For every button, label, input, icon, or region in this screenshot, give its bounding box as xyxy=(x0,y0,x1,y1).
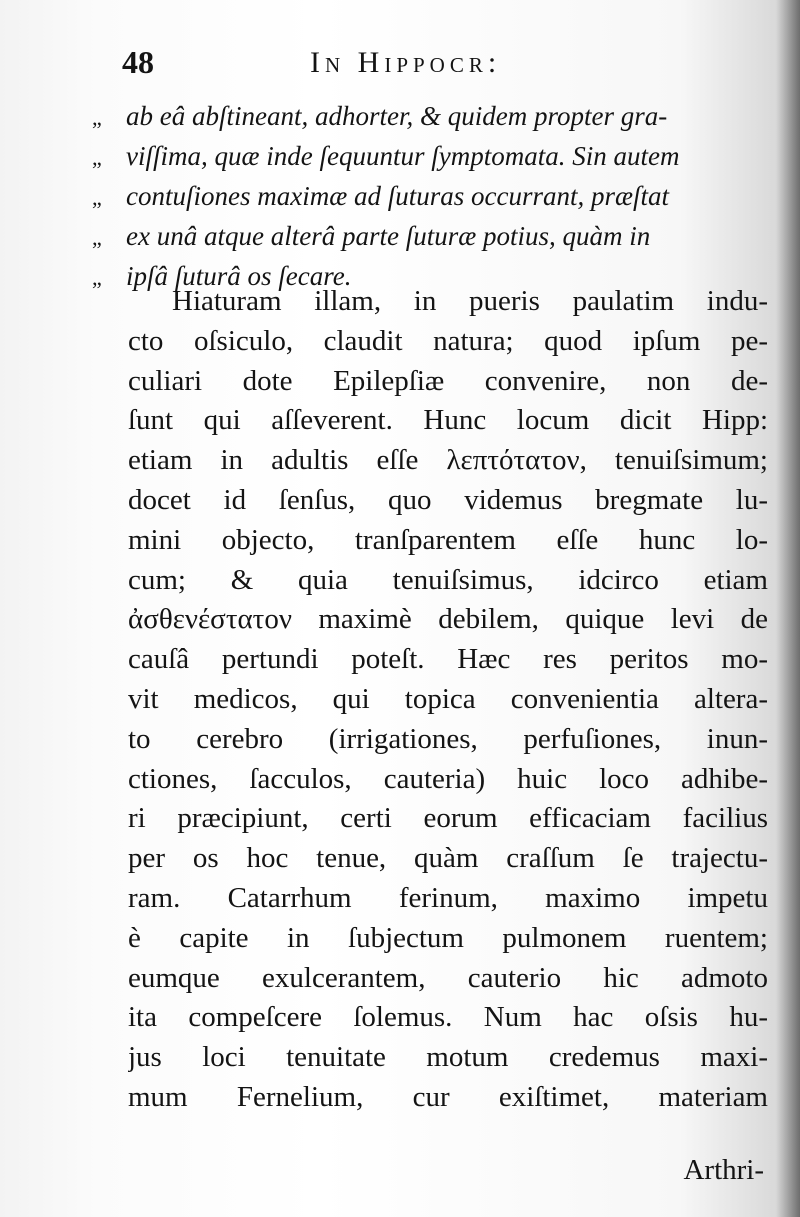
quote-text: viſſima, quæ inde ſequuntur ſymptomata. Sin autem xyxy=(126,141,680,171)
quote-line xyxy=(92,216,772,256)
text-line: ri præcipiunt, certi eorum efficaciam facilius xyxy=(128,802,768,835)
text-line: cto oſsiculo, claudit natura; quod ipſum pe- xyxy=(128,324,768,357)
text-line: cum; & quia tenuiſsimus, idcirco etiam xyxy=(128,563,768,596)
body-paragraph xyxy=(128,282,768,1118)
text-line: ſunt qui aſſeverent. Hunc locum dicit Hipp: xyxy=(128,404,768,437)
quote-text: ipſâ ſuturâ os ſecare. xyxy=(126,261,352,291)
text-line: jus loci tenuitate motum credemus maxi- xyxy=(128,1041,768,1074)
quote-line xyxy=(92,96,772,136)
text-line: Hiaturam illam, in pueris paulatim indu- xyxy=(172,285,768,317)
text-line: to cerebro (irrigationes, perfuſiones, inun- xyxy=(128,722,768,755)
text-line: ita compeſcere ſolemus. Num hac oſsis hu- xyxy=(128,1001,768,1034)
page-header xyxy=(118,40,758,84)
text-line: vit medicos, qui topica convenientia altera- xyxy=(128,682,768,715)
text-line: mum Fernelium, cur exiſtimet, materiam xyxy=(128,1080,768,1113)
quote-line xyxy=(92,136,772,176)
text-line: ram. Catarrhum ferinum, maximo impetu xyxy=(128,881,768,914)
quote-line xyxy=(92,176,772,216)
catchword: Arthri- xyxy=(683,1154,764,1186)
text-line: mini objecto, tranſparentem eſſe hunc lo- xyxy=(128,523,768,556)
quote-mark: „ xyxy=(92,185,102,210)
quote-mark: „ xyxy=(92,145,102,170)
text-line: cauſâ pertundi poteſt. Hæc res peritos mo- xyxy=(128,643,768,676)
text-line: è capite in ſubjectum pulmonem ruentem; xyxy=(128,921,768,954)
page-number: 48 xyxy=(122,44,154,80)
text-line: docet id ſenſus, quo videmus bregmate lu- xyxy=(128,483,768,516)
text-line: ἀσθενέστατον maximè debilem, quique levi de xyxy=(128,603,768,636)
quote-text: ex unâ atque alterâ parte ſuturæ potius, quàm in xyxy=(126,221,651,251)
text-line: culiari dote Epilepſiæ convenire, non de- xyxy=(128,364,768,397)
quoted-passage xyxy=(92,96,772,296)
quote-mark: „ xyxy=(92,225,102,250)
quote-text: ab eâ abſtineant, adhorter, & quidem propter gra- xyxy=(126,101,668,131)
quote-mark: „ xyxy=(92,105,102,130)
text-line: eumque exulcerantem, cauterio hic admoto xyxy=(128,961,768,994)
quote-text: contuſiones maximæ ad ſuturas occurrant, præſtat xyxy=(126,181,669,211)
running-head: In Hippocr: xyxy=(310,46,502,79)
text-line: ctiones, ſacculos, cauteria) huic loco adhibe- xyxy=(128,762,768,795)
text-line: per os hoc tenue, quàm craſſum ſe trajectu- xyxy=(128,842,768,875)
text-line: etiam in adultis eſſe λεπτότατον, tenuiſsimum; xyxy=(128,444,768,477)
quote-mark: „ xyxy=(92,265,102,290)
